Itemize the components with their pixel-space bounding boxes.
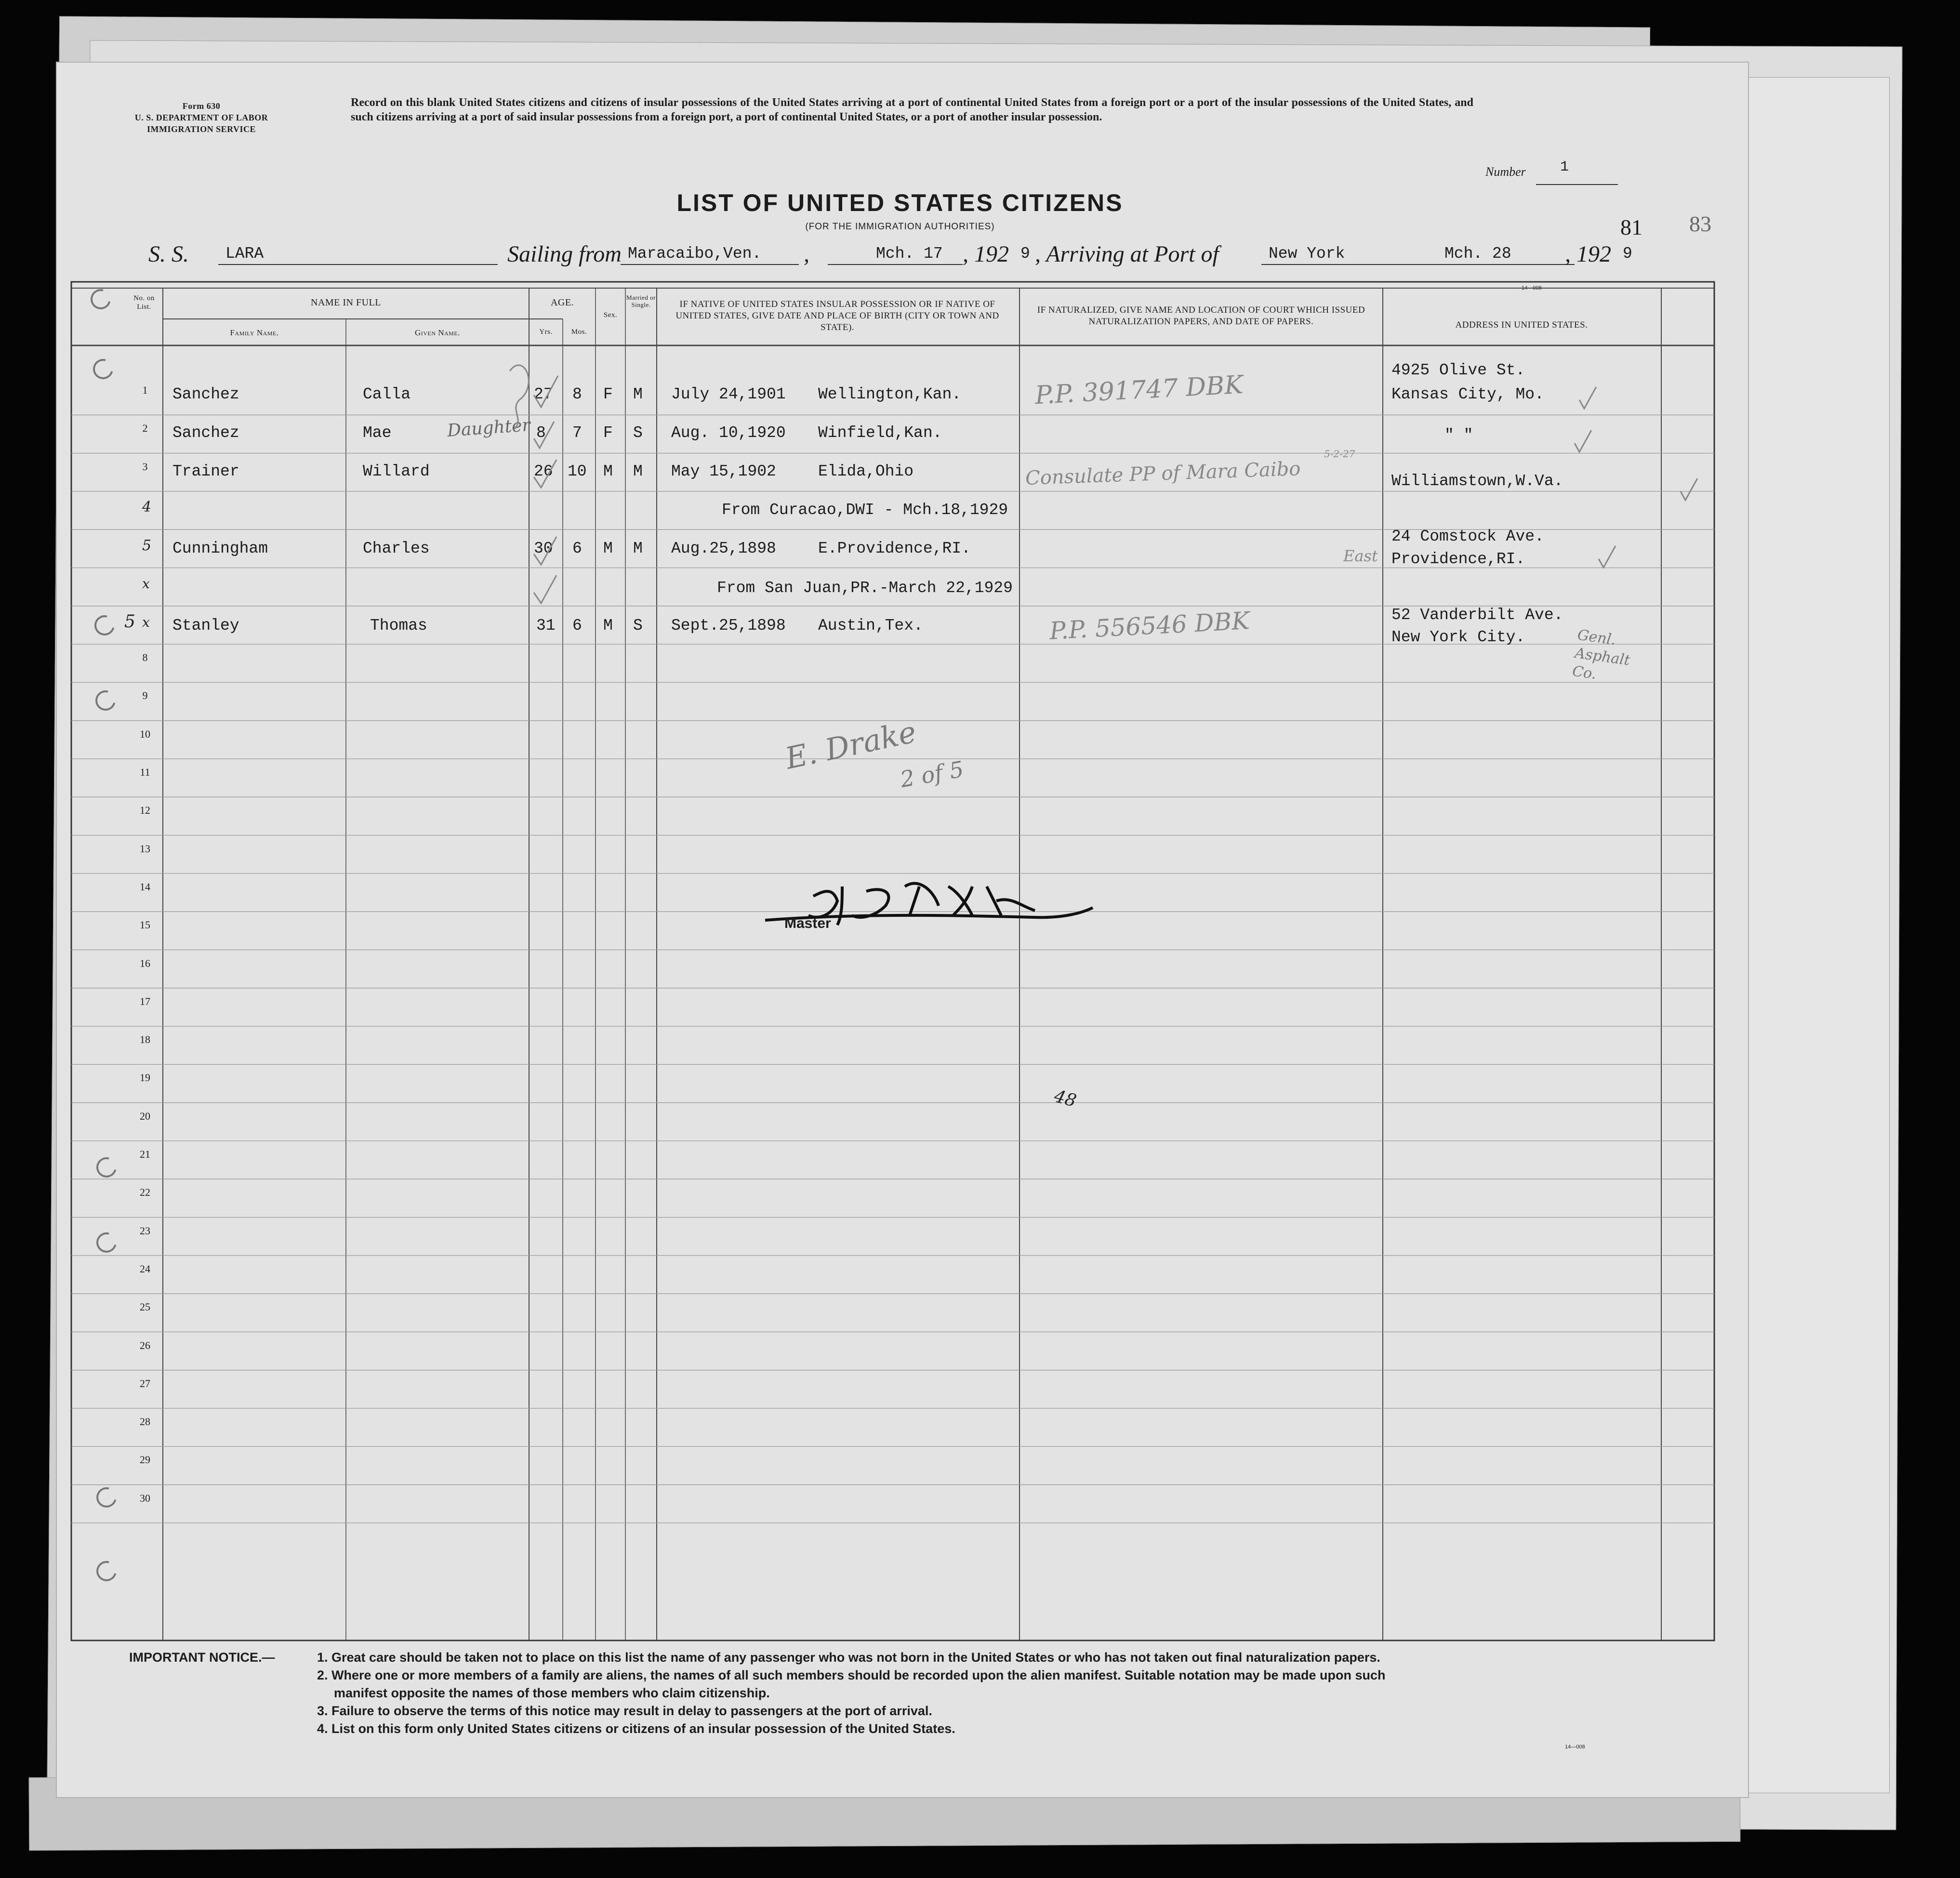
row-number: 10 bbox=[140, 727, 150, 740]
marital-status: S bbox=[633, 617, 643, 635]
arrive-year-digit: 9 bbox=[1623, 245, 1632, 263]
form-number: Form 630 bbox=[182, 101, 221, 111]
header-native: IF NATIVE OF UNITED STATES INSULAR POSSESSION OR IF NATIVE OF UNITED STATES, GIVE DATE AND PLACE OF BIRTH (CITY OR TOWN AND STATE). bbox=[675, 299, 999, 332]
notice-items bbox=[317, 1649, 1743, 1738]
header-address: ADDRESS IN UNITED STATES. bbox=[1455, 320, 1588, 330]
row-number: 16 bbox=[140, 957, 150, 969]
header-sex: Sex. bbox=[603, 311, 618, 319]
row-number: 26 bbox=[140, 1339, 150, 1351]
row-number: 23 bbox=[140, 1224, 150, 1237]
row-number: 13 bbox=[140, 842, 150, 855]
row-mark: 4 bbox=[142, 499, 152, 516]
row-number: 17 bbox=[140, 995, 150, 1007]
row-number: 27 bbox=[140, 1377, 150, 1389]
record-instructions: Record on this blank United States citizens and citizens of insular possessions of the United States arriving at a port of continental United States from a foreign port or a port of the insular possessions of the United States, and such citizens arriving at a port of said insular possessions from a foreign port, a port of continental United States, or a port of another insular possession. bbox=[351, 96, 1473, 123]
marital-status: M bbox=[633, 385, 643, 403]
page-subtitle: (FOR THE IMMIGRATION AUTHORITIES) bbox=[805, 222, 995, 232]
page-number: 81 bbox=[1620, 215, 1642, 239]
given-name: Charles bbox=[363, 540, 430, 557]
header-married: Married or Single. bbox=[626, 294, 656, 308]
age-years: 26 bbox=[534, 463, 553, 480]
transit-note: From Curacao,DWI - Mch.18,1929 bbox=[722, 501, 1008, 519]
age-months: 6 bbox=[572, 540, 582, 557]
arrive-year-prefix: , 192 bbox=[1565, 241, 1611, 267]
row-number: 9 bbox=[142, 689, 148, 702]
row-number: 20 bbox=[140, 1110, 150, 1122]
ss-label: S. S. bbox=[148, 241, 189, 267]
birth-place: Elida,Ohio bbox=[818, 463, 914, 480]
header-given-name: Given Name. bbox=[415, 328, 460, 337]
given-name: Mae bbox=[363, 424, 392, 442]
marital-status: S bbox=[633, 424, 643, 442]
ship-name: LARA bbox=[225, 245, 264, 263]
page-number: 83 bbox=[1689, 212, 1711, 236]
header-mos: Mos. bbox=[571, 328, 587, 336]
footer-code: 14—008 bbox=[1565, 1744, 1585, 1750]
row-number: 15 bbox=[140, 919, 150, 931]
birth-place: Winfield,Kan. bbox=[818, 424, 942, 442]
sailing-from-label: Sailing from bbox=[507, 241, 622, 267]
notice-label: IMPORTANT NOTICE.— bbox=[129, 1650, 275, 1665]
row-mark: x bbox=[142, 614, 150, 630]
sailing-from-value: Maracaibo,Ven. bbox=[628, 245, 762, 263]
notice-item: 4. List on this form only United States citizens or citizens of an insular possession of the United States. bbox=[317, 1721, 955, 1736]
header-age: AGE. bbox=[550, 297, 574, 308]
arriving-label: , Arriving at Port of bbox=[1035, 241, 1219, 267]
number-value: 1 bbox=[1560, 159, 1569, 175]
row-number: 30 bbox=[140, 1492, 150, 1504]
handwritten-note: East bbox=[1343, 547, 1378, 565]
birth-date: Aug. 10,1920 bbox=[671, 424, 786, 442]
address-line1: " " bbox=[1444, 426, 1473, 444]
sex: M bbox=[603, 463, 613, 480]
service-name: IMMIGRATION SERVICE bbox=[146, 124, 256, 134]
family-name: Trainer bbox=[172, 463, 239, 480]
notice-item: manifest opposite the names of those members who claim citizenship. bbox=[334, 1686, 770, 1700]
arrival-date: Mch. 28 bbox=[1444, 245, 1511, 263]
address-line1: 24 Comstock Ave. bbox=[1391, 528, 1544, 545]
row-number: 28 bbox=[140, 1415, 150, 1428]
row-number: 22 bbox=[140, 1186, 150, 1199]
inspector-note: 2 of 5 bbox=[898, 755, 966, 793]
page-title: LIST OF UNITED STATES CITIZENS bbox=[676, 189, 1124, 216]
given-name: Calla bbox=[363, 385, 411, 403]
header-name-in-full: NAME IN FULL bbox=[311, 297, 381, 308]
age-years: 30 bbox=[534, 540, 553, 557]
sex: M bbox=[603, 617, 613, 635]
depart-year-digit: 9 bbox=[1020, 245, 1030, 263]
row-number: 21 bbox=[140, 1148, 150, 1160]
header-naturalized: IF NATURALIZED, GIVE NAME AND LOCATION OF COURT WHICH ISSUED NATURALIZATION PAPERS, AND DATE OF PAPERS. bbox=[1037, 305, 1365, 327]
depart-year-prefix: , 192 bbox=[963, 241, 1009, 267]
birth-date: Aug.25,1898 bbox=[671, 540, 776, 557]
header-no: No. on List. bbox=[133, 294, 155, 311]
row-number: 11 bbox=[140, 766, 150, 778]
number-label: Number bbox=[1485, 165, 1526, 179]
arrival-port: New York bbox=[1269, 245, 1345, 263]
age-years: 31 bbox=[536, 617, 556, 635]
age-years: 27 bbox=[534, 385, 553, 403]
row-number: 2 bbox=[142, 422, 148, 435]
handwritten-naturalization: P.P. 391747 DBK bbox=[1034, 370, 1244, 410]
handwritten-employer: Genl. Asphalt Co. bbox=[1571, 626, 1631, 683]
age-months: 7 bbox=[572, 424, 582, 442]
row-number: 24 bbox=[140, 1262, 150, 1275]
birth-date: Sept.25,1898 bbox=[671, 617, 786, 635]
age-years: 8 bbox=[536, 424, 546, 442]
family-name: Cunningham bbox=[172, 540, 268, 557]
row-number: 29 bbox=[140, 1454, 150, 1466]
transit-note: From San Juan,PR.-March 22,1929 bbox=[717, 579, 1013, 597]
row-mark: x bbox=[142, 576, 150, 592]
notice-item: 1. Great care should be taken not to place on this list the name of any passenger who was not born in the United States or who has not taken out final naturalization papers. bbox=[317, 1650, 1380, 1665]
row-number: 12 bbox=[140, 804, 150, 817]
given-name: Willard bbox=[363, 463, 430, 480]
age-months: 10 bbox=[568, 463, 587, 480]
header-family-name: Family Name. bbox=[230, 328, 279, 337]
sex: M bbox=[603, 540, 613, 557]
row-number: 8 bbox=[142, 651, 148, 664]
row-number: 19 bbox=[140, 1071, 150, 1084]
family-name: Sanchez bbox=[172, 424, 239, 442]
birth-date: July 24,1901 bbox=[671, 385, 786, 403]
row-number: 3 bbox=[142, 460, 148, 473]
sex: F bbox=[603, 385, 613, 403]
department-name: U. S. DEPARTMENT OF LABOR bbox=[134, 113, 268, 122]
row-number: 25 bbox=[140, 1301, 150, 1313]
marital-status: M bbox=[633, 540, 643, 557]
family-name: Sanchez bbox=[172, 385, 239, 403]
notice-item: 3. Failure to observe the terms of this notice may result in delay to passengers at the port of arrival. bbox=[317, 1704, 932, 1718]
inspector-initials: E. Drake bbox=[782, 714, 919, 776]
address-line2: Kansas City, Mo. bbox=[1391, 385, 1544, 403]
header-yrs: Yrs. bbox=[539, 328, 553, 336]
row-mark: 5 bbox=[124, 612, 135, 632]
family-name: Stanley bbox=[172, 617, 239, 635]
birth-place: E.Providence,RI. bbox=[818, 540, 971, 557]
handwritten-relation: Daughter bbox=[446, 415, 531, 441]
depart-date: Mch. 17 bbox=[876, 245, 943, 263]
printer-mark: 14—008 bbox=[1522, 285, 1542, 291]
birth-date: May 15,1902 bbox=[671, 463, 776, 480]
birth-place: Wellington,Kan. bbox=[818, 385, 962, 403]
row-number: 1 bbox=[142, 384, 148, 396]
row-number: 18 bbox=[140, 1033, 150, 1046]
address-line1: Williamstown,W.Va. bbox=[1391, 472, 1563, 490]
master-label: Master bbox=[784, 915, 831, 931]
given-name: Thomas bbox=[370, 617, 427, 635]
birth-place: Austin,Tex. bbox=[818, 617, 923, 635]
address-line1: 4925 Olive St. bbox=[1391, 361, 1525, 379]
stamp-number: 48 bbox=[1052, 1086, 1079, 1111]
row-number: 14 bbox=[140, 880, 150, 893]
handwritten-naturalization: P.P. 556546 DBK bbox=[1048, 607, 1250, 645]
manifest-form: Form 630 U. S. DEPARTMENT OF LABOR IMMIGRATION SERVICE Record on this blank United States citizens and citizens of insular possessions of the United States arriving at a port of continental United States from a foreign port or a port of the insular possessions of the United States, and such citizens arriving at a port of said insular possessions from a foreign port, a port of continental United States, or a port of another insular possession. Number 1 LIST OF UNITED STATES CITIZENS (FOR THE IMMIGRATION AUTHORITIES) 81 83 S. S. LARA Sailing from Maracaibo,Ven. , Mch. 17 , 192 9 , Arriving at Port of New York Mch. 28 , 192 9 14—008 No. on List. NAME IN FULL Family Name. Given Name. AGE. Yrs. Mos. Sex. Married or Single. IF NATIVE OF UNITED STATES INSULAR POSSESSION OR IF NATIVE OF UNITED STATES, GIVE DATE AND PLACE OF BIRTH (CITY OR TOWN AND STATE). IF NATURALIZED, GIVE NAME AND LOCATION OF COURT WHICH ISSUED NATURALIZATION PAPERS, AND DATE OF PAPERS. ADDRESS IN UNITED STATES. 1 2 3 8 9 10 11 12 13 14 15 16 17 18 19 20 21 22 23 24 25 26 27 28 29 30 Sanchez Calla 27 8 F M July 24,1901 Wellington,Kan. 4925 Olive St. Kansas City, Mo. Sanchez Mae 8 7 F S Aug. 10,1920 Winfield,Kan. " " Trainer Willard 26 10 M M May 15,1902 Elida,Ohio Williamstown,W.Va. From Curacao,DWI - Mch.18,1929 Cunningham Charles 30 6 M M Aug.25,1898 E.Providence,RI. 24 Comstock Ave. Providence,RI. From San Juan,PR.-March 22,1929 Stanley Thomas 31 6 M S Sept.25,1898 Austin,Tex. 52 Vanderbilt Ave. New York City. 4 5 x 5 x Daughter P.P. 391747 DBK Consulate PP of Mara Caibo 5-2-27 East P.P. 556546 DBK E. Drake 2 of 5 Genl. Asphalt Co. 48 Master IMPORTANT NOTICE.— 1. Great care should be taken not to place on this list the name of any passenger who was not born in the United States or who has not taken out final naturalization papers. 2. Where one or more members of a family are aliens, the names of all such members should be recorded upon the alien manifest. Suitable notation may be made upon such manifest opposite the names of those members who claim citizenship. 3. Failure to observe the terms of this notice may result in delay to passengers at the port of arrival. 4. List on this form only United States citizens or citizens of an insular possession of the United States. 14—008 bbox=[57, 63, 1748, 1797]
address-line1: 52 Vanderbilt Ave. bbox=[1391, 606, 1563, 624]
age-months: 8 bbox=[572, 385, 582, 403]
sex: F bbox=[603, 424, 613, 442]
handwritten-date: 5-2-27 bbox=[1324, 448, 1355, 460]
row-mark: 5 bbox=[142, 537, 152, 554]
age-months: 6 bbox=[572, 617, 582, 635]
master-signature bbox=[746, 867, 1112, 944]
handwritten-naturalization: Consulate PP of Mara Caibo bbox=[1025, 458, 1301, 489]
address-line2: New York City. bbox=[1391, 628, 1525, 646]
address-line2: Providence,RI. bbox=[1391, 550, 1525, 568]
marital-status: M bbox=[633, 463, 643, 480]
notice-item: 2. Where one or more members of a family are aliens, the names of all such members should be recorded upon the alien manifest. Suitable notation may be made upon such bbox=[317, 1668, 1386, 1682]
